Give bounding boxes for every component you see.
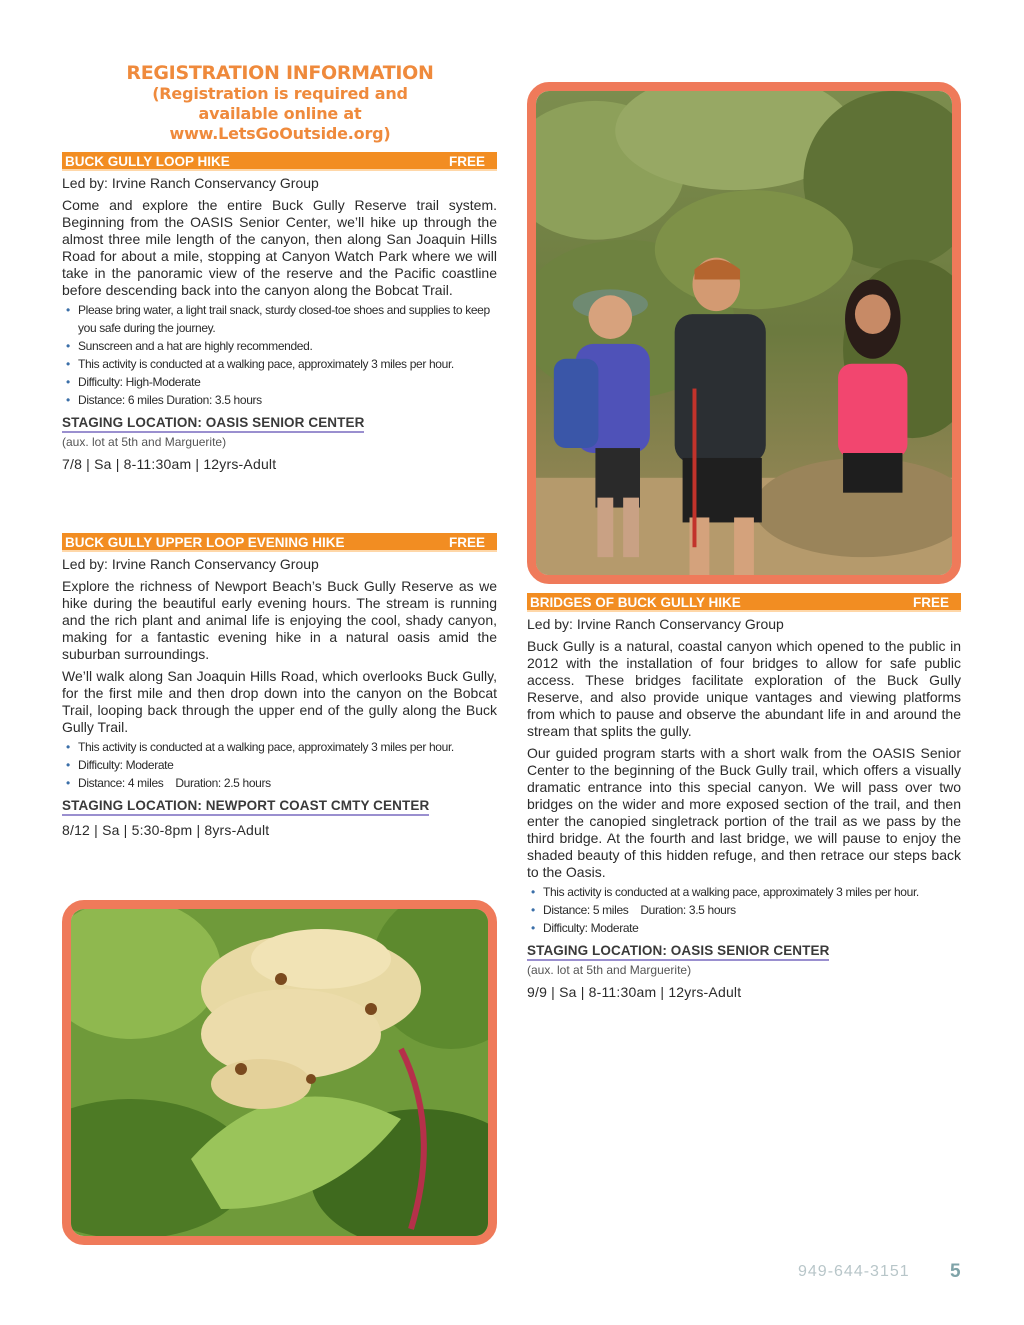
bullet-item: • Please bring water, a light trail snack, sturdy closed-toe shoes and supplies to keep you safe during the journey. [62,301,497,337]
staging-location: STAGING LOCATION: OASIS SENIOR CENTER [62,415,364,433]
hike-title: BUCK GULLY LOOP HIKE [65,154,230,169]
hike-title-banner [62,533,497,552]
staging-location: STAGING LOCATION: OASIS SENIOR CENTER [527,943,829,961]
led-by: Led by: Irvine Ranch Conservancy Group [62,556,319,572]
hike-price: FREE [448,154,485,169]
bullet-item: • Difficulty: Moderate [527,919,961,937]
registration-line-2: available online at [198,104,362,123]
hike-bullet-list [62,301,497,409]
staging-aux-note: (aux. lot at 5th and Marguerite) [527,963,692,977]
bullet-item: • This activity is conducted at a walking pace, approximately 3 miles per hour. [62,738,497,756]
staging-location: STAGING LOCATION: NEWPORT COAST CMTY CENTER [62,798,429,816]
hike-description-2: We’ll walk along San Joaquin Hills Road, which overlooks Buck Gully, for the first mile and then drop down into the canyon on the Bobcat Trail, looping back through the upper end of the gully along the Buck Gully Trail. [62,668,497,735]
flowers-bees-photo [62,900,497,1245]
registration-header [100,62,460,144]
staging-aux-note: (aux. lot at 5th and Marguerite) [62,435,227,449]
registration-website[interactable]: www.LetsGoOutside.org) [169,124,391,143]
bullet-item: • This activity is conducted at a walking pace, approximately 3 miles per hour. [62,355,497,373]
hikers-photo [527,82,961,584]
bullet-item: • This activity is conducted at a walking pace, approximately 3 miles per hour. [527,883,961,901]
bullet-item: • Distance: 6 miles Duration: 3.5 hours [62,391,497,409]
hike-buck-gully-loop [62,152,497,473]
bullet-item: • Difficulty: High-Moderate [62,373,497,391]
bullet-item: • Distance: 4 miles Duration: 2.5 hours [62,774,497,792]
hike-buck-gully-upper-loop [62,533,497,839]
hike-schedule: 8/12 | Sa | 5:30-8pm | 8yrs-Adult [62,822,270,838]
hike-schedule: 7/8 | Sa | 8-11:30am | 12yrs-Adult [62,456,277,472]
hike-bullet-list [62,738,497,792]
registration-line-1: (Registration is required and [152,84,408,103]
page-number: 5 [950,1261,961,1282]
hike-title: BRIDGES OF BUCK GULLY HIKE [530,595,741,610]
bullet-item: • Difficulty: Moderate [62,756,497,774]
hike-bullet-list [527,883,961,937]
footer-phone: 949-644-3151 [798,1263,910,1280]
hike-price: FREE [448,535,485,550]
hike-title-banner [62,152,497,171]
hike-description: Come and explore the entire Buck Gully Reserve trail system. Beginning from the OASIS Senior Center, we’ll hike up through the almost three mile length of the canyon, then along San Joaquin Hills Road for about a mile, stopping at Canyon Watch Park where we will take in the panoramic view of the reserve and the Pacific coastline before descending back into the canyon along the Bobcat Trail. [62,197,497,298]
hike-bridges-of-buck-gully [527,593,961,1001]
led-by: Led by: Irvine Ranch Conservancy Group [527,616,784,632]
hike-description: Buck Gully is a natural, coastal canyon which opened to the public in 2012 with the installation of four bridges to allow for safe public access. These bridges facilitate exploration of the Buck Gully Reserve, and also provide unique vantages and viewing platforms from which to pause and observe the abundant life in and around the stream that splits the gully. [527,638,961,739]
registration-title: REGISTRATION INFORMATION [126,62,434,84]
bullet-item: • Sunscreen and a hat are highly recommended. [62,337,497,355]
hike-title-banner [527,593,961,612]
hike-description: Explore the richness of Newport Beach’s Buck Gully Reserve as we hike during the beautiful early evening hours. The stream is running and the rich plant and animal life is enjoying the cool, shady canyon, making for a fantastic evening hike in a natural oasis amid the suburban surroundings. [62,578,497,662]
hikers-illustration [536,91,952,575]
hike-price: FREE [912,595,949,610]
bullet-item: • Distance: 5 miles Duration: 3.5 hours [527,901,961,919]
led-by: Led by: Irvine Ranch Conservancy Group [62,175,319,191]
hike-schedule: 9/9 | Sa | 8-11:30am | 12yrs-Adult [527,984,742,1000]
hike-description-2: Our guided program starts with a short walk from the OASIS Senior Center to the beginning of the Buck Gully trail, which offers a visually dramatic entrance into this special canyon. We will pass over two bridges on the wider and more exposed section of the trail, and then enter the canopied singletrack portion of the trail as we pass by the third bridge. At the fourth and last bridge, we will pause to enjoy the shaded beauty of this hidden refuge, and then retrace our steps back to the Oasis. [527,745,961,880]
hike-title: BUCK GULLY UPPER LOOP EVENING HIKE [65,535,345,550]
flowers-illustration [71,909,488,1236]
